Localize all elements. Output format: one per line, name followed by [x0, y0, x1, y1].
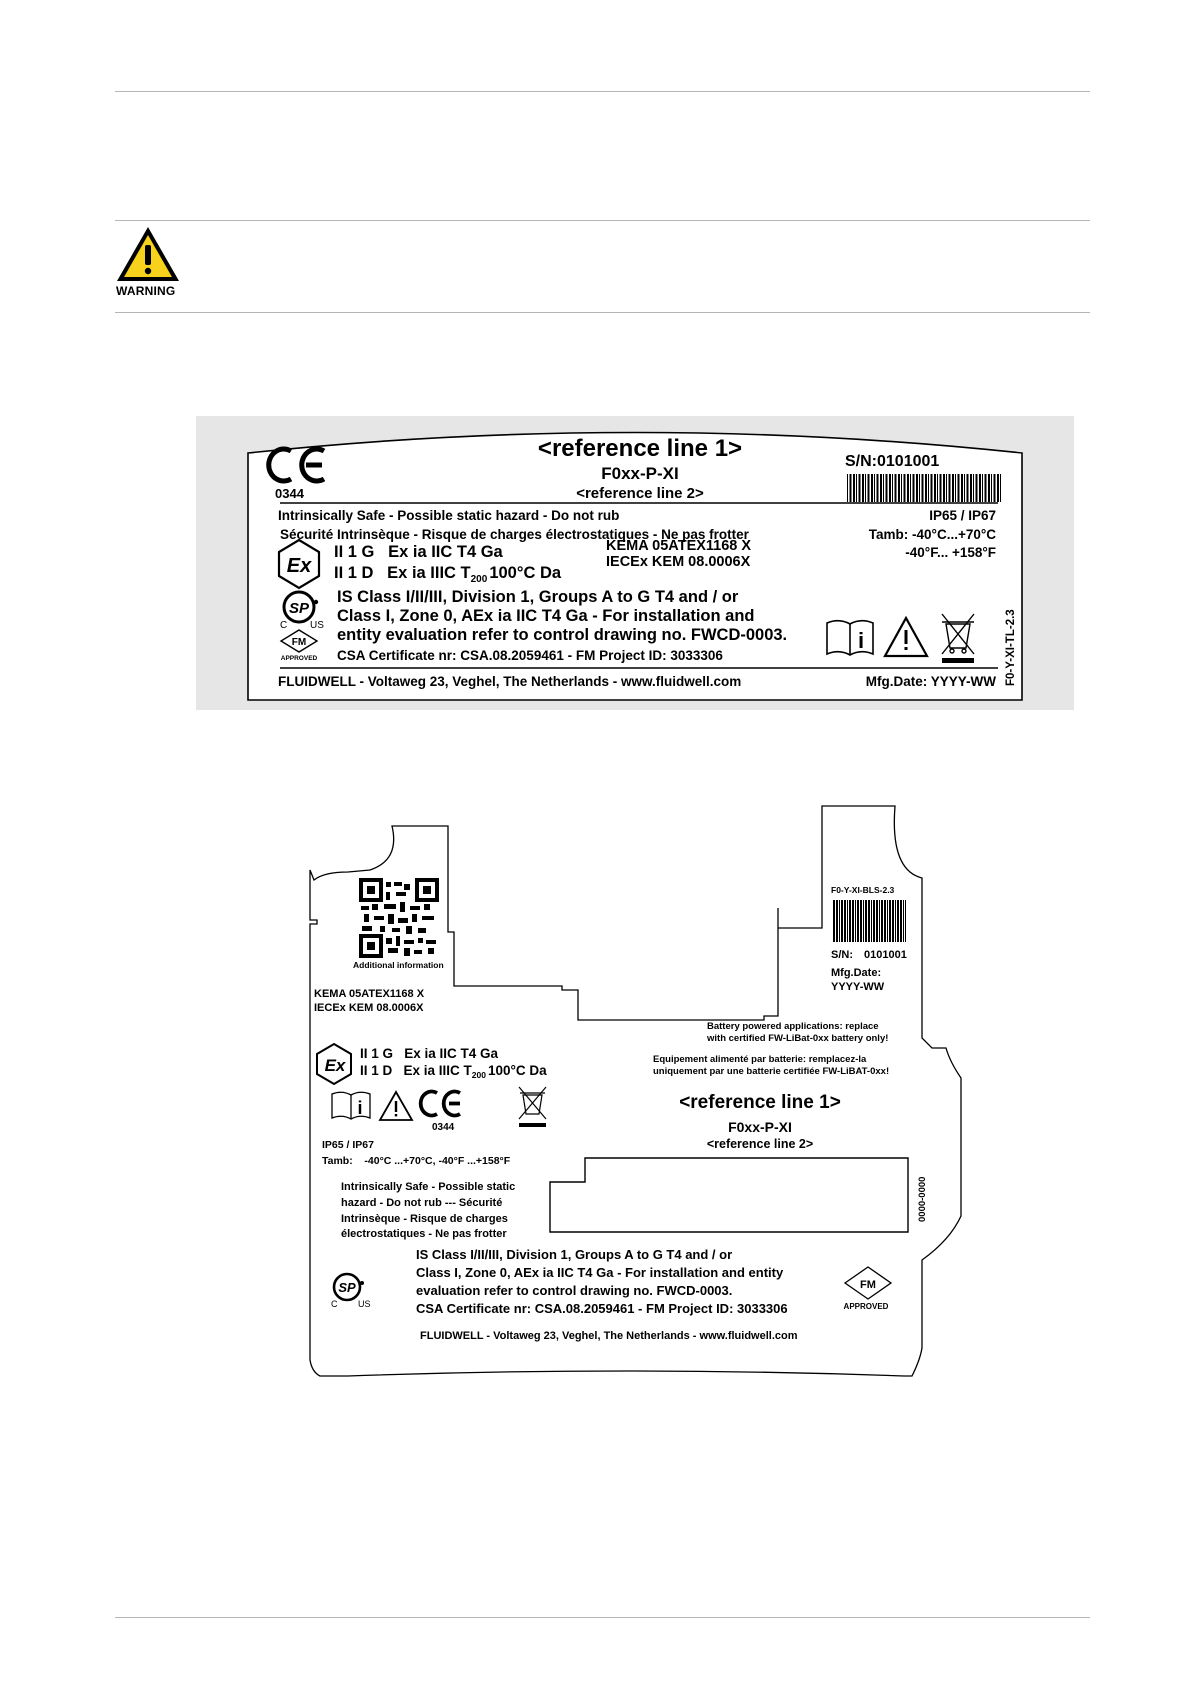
csa-us-mark: US — [310, 620, 324, 631]
mfg-date-value: YYYY-WW — [831, 981, 885, 993]
ce-number: 0344 — [275, 486, 304, 501]
manual-info-icon — [332, 1092, 370, 1119]
manufacturer-address: FLUIDWELL - Voltaweg 23, Veghel, The Netherlands - www.fluidwell.com — [278, 674, 742, 689]
reference-line-1: <reference line 1> — [537, 435, 743, 462]
warning-label: WARNING — [116, 284, 176, 298]
reference-line-1: <reference line 1> — [679, 1092, 841, 1113]
warning-bottom-rule — [115, 312, 1090, 313]
kema-certificate: KEMA 05ATEX1168 X — [314, 988, 425, 1000]
serial-number: S/N:0101001 — [845, 453, 940, 470]
ce-number: 0344 — [432, 1122, 455, 1133]
ex-atex-icon — [317, 1044, 351, 1084]
caution-triangle-icon — [380, 1092, 412, 1120]
qr-caption: Additional information — [353, 960, 444, 970]
fm-mark: FM — [860, 1279, 876, 1291]
battery-english-2: with certified FW-LiBat-0xx battery only! — [707, 1033, 889, 1044]
reference-line-2: <reference line 2> — [576, 485, 704, 502]
barcode-icon — [832, 900, 906, 942]
ex-gas-marking: II 1 G Ex ia IIC T4 Ga — [334, 543, 503, 561]
svg-text:Ex: Ex — [324, 1056, 346, 1075]
label-side-code: F0-Y-XI-TL-2.3 — [1005, 609, 1017, 686]
fm-mark: FM — [291, 637, 307, 648]
kema-certificate: KEMA 05ATEX1168 X — [606, 538, 752, 554]
csa-certificate: CSA Certificate nr: CSA.08.2059461 - FM Project ID: 3033306 — [416, 1301, 788, 1316]
ex-dust-marking: II 1 D Ex ia IIIC $T_{200}$ 100°C Da — [334, 564, 562, 585]
csa-certificate: CSA Certificate nr: CSA.08.2059461 - FM Project ID: 3033306 — [337, 648, 723, 663]
tamb-range: Tamb: -40°C ...+70°C, -40°F ...+158°F — [322, 1155, 511, 1167]
tamb-fahrenheit: -40°F... +158°F — [905, 545, 996, 560]
warning-block — [113, 225, 183, 300]
svg-text:SP: SP — [288, 600, 310, 617]
safety-line-1: Intrinsically Safe - Possible static — [341, 1181, 516, 1193]
is-class-line-3: entity evaluation refer to control drawing no. FWCD-0003. — [337, 626, 788, 644]
ip-rating: IP65 / IP67 — [322, 1139, 374, 1151]
csa-c-mark: C — [331, 1299, 338, 1309]
label-code-top: F0-Y-XI-BLS-2.3 — [831, 885, 895, 895]
svg-text:SP: SP — [338, 1280, 356, 1295]
csa-logo-icon — [334, 1274, 364, 1300]
safety-line-3: Intrinsèque - Risque de charges — [341, 1213, 508, 1225]
svg-text:i: i — [857, 628, 865, 653]
ce-mark-icon — [421, 1092, 460, 1116]
csa-c-mark: C — [280, 620, 288, 631]
is-class-line-1: IS Class I/II/III, Division 1, Groups A to G T4 and / or — [337, 588, 739, 606]
model-name: F0xx-P-XI — [601, 464, 679, 483]
warning-triangle-icon — [115, 225, 181, 283]
safety-line-4: électrostatiques - Ne pas frotter — [341, 1228, 507, 1240]
device-label-2 — [300, 800, 980, 1382]
svg-text:Ex: Ex — [286, 555, 312, 577]
fm-approved-text: APPROVED — [280, 655, 318, 662]
serial-value: 0101001 — [864, 949, 907, 961]
mfg-date-label: Mfg.Date: — [831, 967, 882, 979]
iecex-certificate: IECEx KEM 08.0006X — [314, 1002, 424, 1014]
safety-english: Intrinsically Safe - Possible static hazard - Do not rub — [278, 508, 620, 523]
ex-gas-marking: II 1 G Ex ia IIC T4 Ga — [360, 1046, 499, 1061]
mfg-date: Mfg.Date: YYYY-WW — [865, 674, 996, 689]
reference-window — [550, 1158, 908, 1232]
reference-line-2: <reference line 2> — [706, 1137, 814, 1151]
battery-french-2: uniquement par une batterie certifiée FW-LiBAT-0xx! — [653, 1066, 890, 1077]
csa-us-mark: US — [358, 1299, 371, 1309]
qr-code-icon — [361, 880, 437, 956]
footer-rule — [115, 1617, 1090, 1618]
safety-line-2: hazard - Do not rub --- Sécurité — [341, 1197, 503, 1209]
tamb-celsius: Tamb: -40°C...+70°C — [868, 527, 996, 542]
device-label-1 — [196, 416, 1074, 710]
ip-rating: IP65 / IP67 — [929, 508, 996, 523]
header-rule — [115, 91, 1090, 92]
ex-dust-marking: II 1 D Ex ia IIIC $T_{200}$ 100°C Da — [360, 1063, 547, 1080]
label-side-code: 0000-0000 — [917, 1176, 928, 1222]
safety-french: Sécurité Intrinsèque - Risque de charges électrostatiques - Ne pas frotter — [280, 527, 749, 542]
iecex-certificate: IECEx KEM 08.0006X — [606, 554, 751, 570]
warning-top-rule — [115, 220, 1090, 221]
svg-text:i: i — [357, 1098, 363, 1118]
battery-english-1: Battery powered applications: replace — [707, 1021, 879, 1032]
is-class-line-2: Class I, Zone 0, AEx ia IIC T4 Ga - For installation and entity — [416, 1265, 784, 1280]
is-class-line-2: Class I, Zone 0, AEx ia IIC T4 Ga - For installation and — [337, 607, 755, 625]
is-class-line-3: evaluation refer to control drawing no. FWCD-0003. — [416, 1283, 733, 1298]
model-name: F0xx-P-XI — [728, 1119, 792, 1135]
fm-approved-text: APPROVED — [843, 1302, 889, 1311]
barcode-icon — [846, 474, 1002, 502]
is-class-line-1: IS Class I/II/III, Division 1, Groups A to G T4 and / or — [416, 1247, 733, 1262]
serial-label: S/N: — [831, 949, 853, 961]
battery-french-1: Equipement alimenté par batterie: remplacez-la — [653, 1054, 867, 1065]
weee-bin-icon — [519, 1087, 546, 1127]
manufacturer-address: FLUIDWELL - Voltaweg 23, Veghel, The Netherlands - www.fluidwell.com — [420, 1330, 798, 1342]
